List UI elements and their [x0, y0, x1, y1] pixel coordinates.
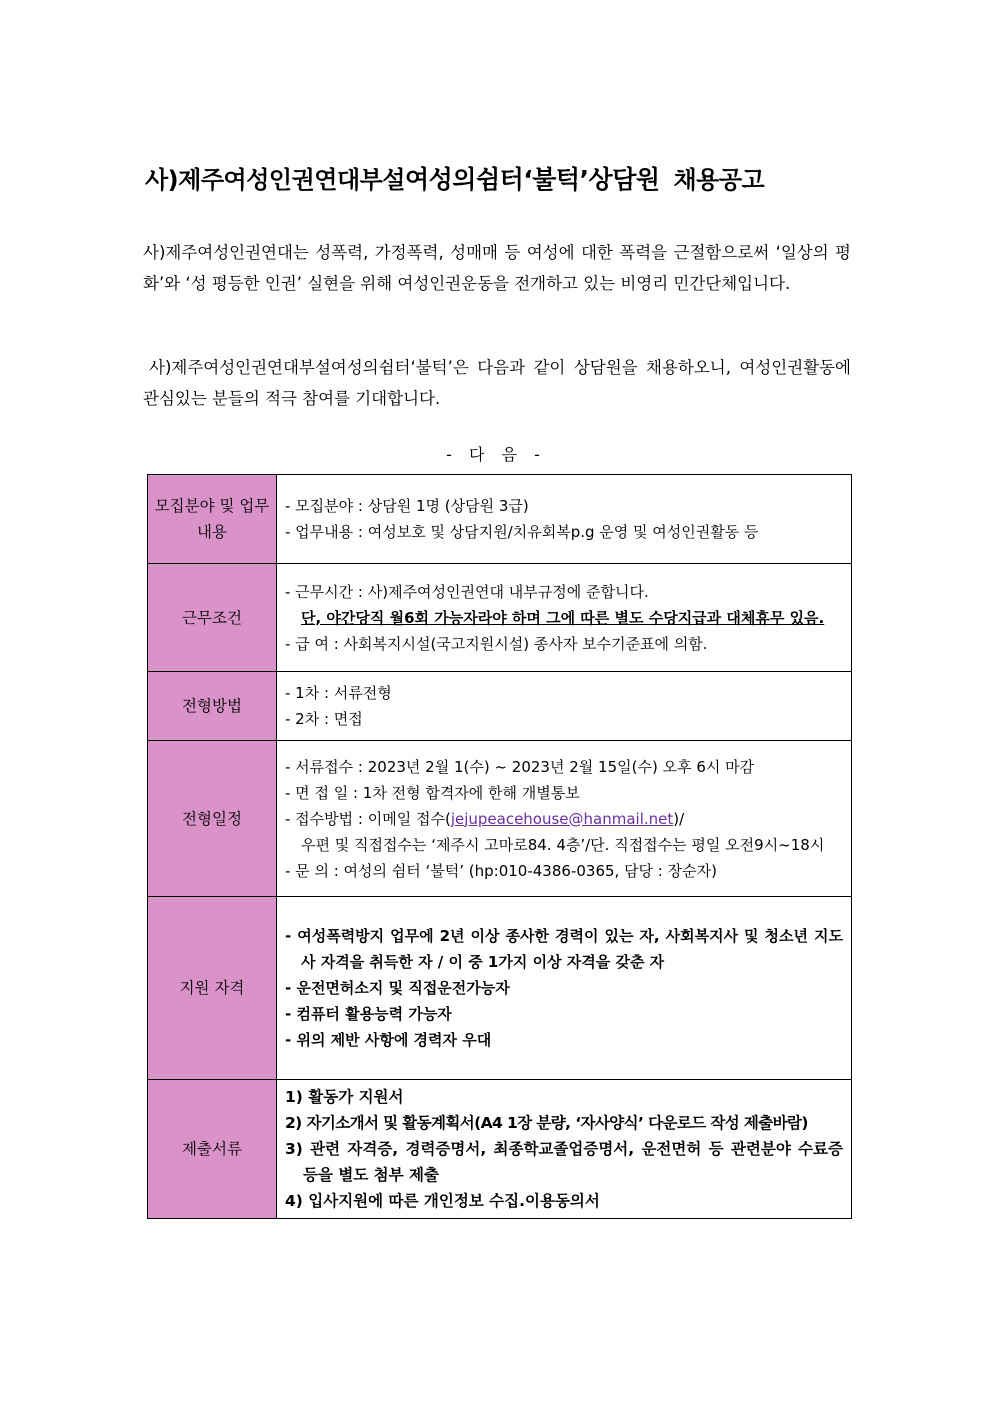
table-row: [148, 475, 852, 564]
list-item: - 근무시간 : 사)제주여성인권연대 내부규정에 준합니다.: [285, 582, 649, 601]
row-content: [277, 564, 852, 672]
table-row: [148, 741, 852, 897]
list-item: - 2차 : 면접: [285, 710, 363, 728]
submission-method-label: - 접수방법 : 이메일 접수(: [285, 809, 451, 828]
row-content: [277, 1080, 852, 1219]
table-row: [148, 897, 852, 1080]
list-item: - 1차 : 서류전형: [285, 684, 392, 702]
night-duty-note: 단, 야간당직 월6회 가능자라야 하며 그에 따른 별도 수당지급과 대체휴무 있음.: [301, 608, 825, 627]
row-header: 제출서류: [148, 1080, 277, 1219]
list-item: 1) 활동가 지원서: [285, 1088, 404, 1106]
table-row: [148, 564, 852, 672]
list-item: - 문 의 : 여성의 쉼터 ‘불턱’ (hp:010-4386-0365, 담당 : 장순자): [285, 861, 717, 880]
list-item: - 서류접수 : 2023년 2월 1(수) ~ 2023년 2월 15일(수) 오후 6시 마감: [285, 757, 755, 776]
submission-method-suffix: )/: [673, 809, 685, 828]
list-item: 2) 자기소개서 및 활동계획서(A4 1장 분량, ‘자사양식’ 다운로드 작성 제출바람): [285, 1114, 808, 1132]
list-item: - 여성폭력방지 업무에 2년 이상 종사한 경력이 있는 자, 사회복지사 및 청소년 지도사 자격을 취득한 자 / 이 중 1가지 이상 자격을 갖춘 자: [285, 927, 843, 971]
list-item: 4) 입사지원에 따른 개인정보 수집.이용동의서: [285, 1192, 600, 1210]
table-row: [148, 672, 852, 741]
row-header: 지원 자격: [148, 897, 277, 1080]
row-header: 전형방법: [148, 672, 277, 741]
invite-text: 사)제주여성인권연대부설여성의쉼터‘불턱’은 다음과 같이 상담원을 채용하오니, 여성인권활동에 관심있는 분들의 적극 참여를 기대합니다.: [143, 358, 851, 408]
invite-paragraph: [143, 352, 851, 414]
row-header: 근무조건: [148, 564, 277, 672]
list-item: 3) 관련 자격증, 경력증명서, 최종학교졸업증명서, 운전면허 등 관련분야 수료증 등을 별도 첨부 제출: [285, 1140, 843, 1184]
list-item: - 운전면허소지 및 직접운전가능자: [285, 979, 510, 997]
list-item: - 업무내용 : 여성보호 및 상담지원/치유회복p.g 운영 및 여성인권활동 등: [285, 523, 759, 541]
section-mark: - 다 음 -: [446, 445, 546, 464]
list-item: - 면 접 일 : 1차 전형 합격자에 한해 개별통보: [285, 783, 580, 802]
list-item: - 컴퓨터 활용능력 가능자: [285, 1005, 452, 1023]
email-link[interactable]: jejupeacehouse@hanmail.net: [450, 809, 674, 828]
intro-paragraph: 사)제주여성인권연대는 성폭력, 가정폭력, 성매매 등 여성에 대한 폭력을 근절함으로써 ‘일상의 평화’와 ‘성 평등한 인권’ 실현을 위해 여성인권운동을 전개하고 있는 비영리 민간단체입니다.: [143, 243, 851, 293]
row-header: 모집분야 및 업무내용: [148, 475, 277, 564]
list-item: - 급 여 : 사회복지시설(국고지원시설) 종사자 보수기준표에 의함.: [285, 634, 708, 653]
list-item: [285, 806, 843, 832]
table-row: [148, 1080, 852, 1219]
row-content: [277, 741, 852, 897]
row-content: [277, 475, 852, 564]
row-content: [277, 897, 852, 1080]
row-content: [277, 672, 852, 741]
list-item: 우편 및 직접접수는 ‘제주시 고마로84. 4층’/단. 직접접수는 평일 오전9시~18시: [301, 835, 825, 854]
row-header: 전형일정: [148, 741, 277, 897]
recruitment-table: [147, 474, 852, 1219]
title-notice: 채용공고: [673, 166, 765, 194]
title-shelter: 여성의쉼터‘불턱’상담원: [405, 165, 660, 194]
title-organization: 사)제주여성인권연대부설: [145, 166, 405, 194]
list-item: - 모집분야 : 상담원 1명 (상담원 3급): [285, 497, 529, 515]
list-item: - 위의 제반 사항에 경력자 우대: [285, 1031, 492, 1049]
page-title: [145, 160, 865, 196]
